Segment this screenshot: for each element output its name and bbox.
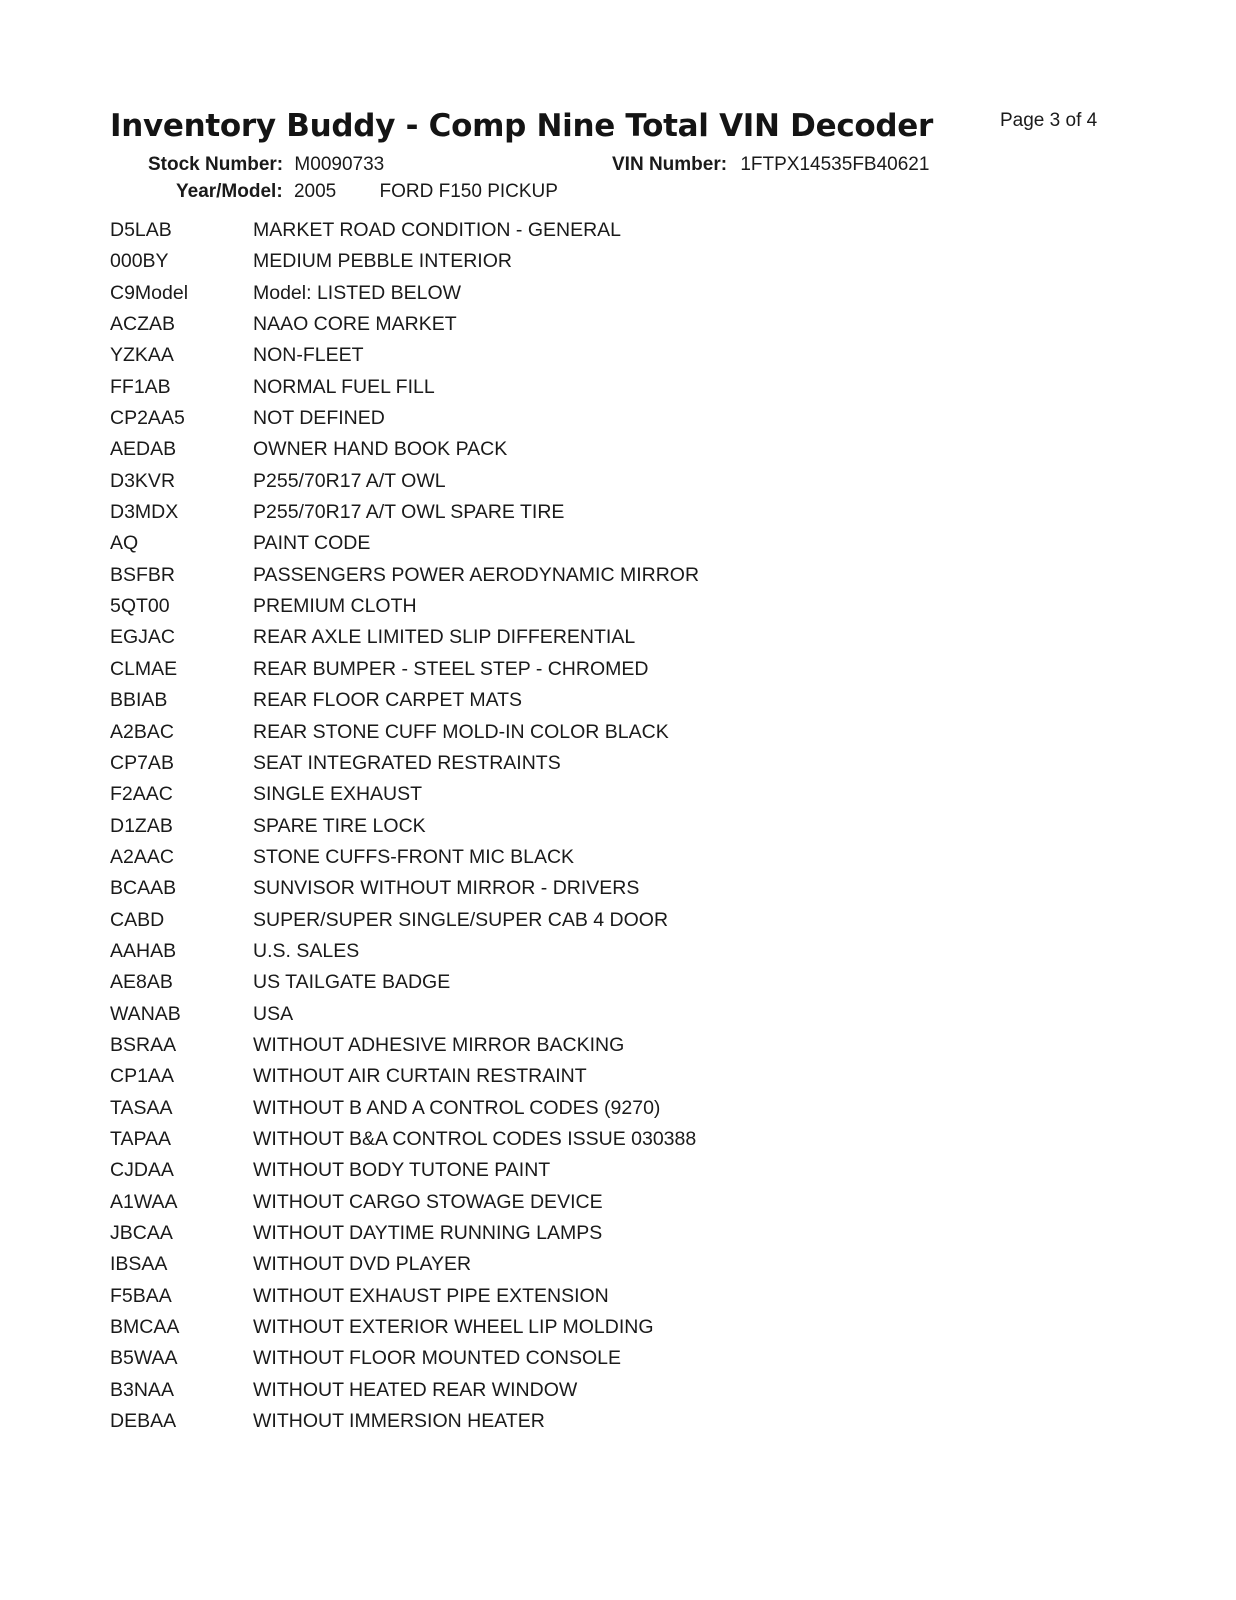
option-code: TAPAA: [110, 1127, 172, 1150]
option-code: D5LAB: [110, 219, 172, 241]
list-item: [110, 1124, 699, 1155]
option-code: WANAB: [110, 1002, 181, 1025]
list-item: [110, 967, 699, 998]
list-item: [110, 1030, 699, 1061]
option-code: ACZAB: [110, 313, 176, 336]
option-description: WITHOUT BODY TUTONE PAINT: [253, 1159, 551, 1182]
list-item: [110, 1281, 699, 1312]
vin-number-value: 1FTPX14535FB40621: [740, 154, 930, 175]
option-code: BCAAB: [110, 877, 177, 900]
option-code: FF1AB: [110, 375, 171, 398]
list-item: [110, 779, 699, 810]
list-item: [110, 246, 699, 277]
option-code: A2AAC: [110, 845, 174, 868]
list-item: [110, 873, 699, 904]
list-item: [110, 717, 699, 748]
list-item: [110, 811, 699, 842]
option-description: NOT DEFINED: [253, 407, 385, 430]
option-description: REAR FLOOR CARPET MATS: [253, 689, 523, 712]
option-description: WITHOUT B AND A CONTROL CODES (9270): [253, 1096, 661, 1119]
option-description: PREMIUM CLOTH: [253, 595, 417, 618]
option-description: PAINT CODE: [253, 532, 371, 555]
list-item: [110, 748, 699, 779]
option-description: WITHOUT AIR CURTAIN RESTRAINT: [253, 1065, 587, 1088]
year-value: 2005: [293, 181, 337, 202]
list-item: [110, 905, 699, 936]
option-code: C9Model: [110, 281, 189, 304]
option-code: AE8AB: [110, 971, 173, 994]
option-description: U.S. SALES: [253, 939, 360, 962]
vin-number-field: [612, 154, 929, 176]
list-item: [110, 528, 699, 559]
list-item: [110, 1343, 699, 1374]
option-code: CLMAE: [110, 657, 178, 680]
list-item: [110, 999, 699, 1030]
option-description: REAR AXLE LIMITED SLIP DIFFERENTIAL: [253, 626, 636, 649]
list-item: [110, 842, 699, 873]
option-code: B5WAA: [110, 1347, 178, 1370]
option-code: D3MDX: [110, 501, 179, 524]
option-code: TASAA: [110, 1096, 173, 1119]
model-value: FORD F150 PICKUP: [379, 181, 558, 202]
option-description: NORMAL FUEL FILL: [253, 375, 435, 398]
option-description: WITHOUT IMMERSION HEATER: [253, 1410, 545, 1433]
document-title: Inventory Buddy - Comp Nine Total VIN Decoder: [110, 108, 934, 144]
list-item: [110, 1155, 699, 1186]
option-code: BBIAB: [110, 689, 168, 712]
option-code: AAHAB: [110, 939, 177, 962]
option-description: USA: [253, 1002, 294, 1025]
option-description: SPARE TIRE LOCK: [253, 814, 426, 837]
option-description: P255/70R17 A/T OWL SPARE TIRE: [253, 501, 565, 524]
option-description: SUPER/SUPER SINGLE/SUPER CAB 4 DOOR: [253, 908, 669, 931]
option-description: MARKET ROAD CONDITION - GENERAL: [253, 219, 622, 241]
option-description: NON-FLEET: [253, 344, 364, 367]
option-description: PASSENGERS POWER AERODYNAMIC MIRROR: [253, 563, 700, 586]
stock-number-field: [148, 154, 384, 176]
option-description: WITHOUT ADHESIVE MIRROR BACKING: [253, 1033, 625, 1056]
option-code: D3KVR: [110, 469, 176, 492]
option-description: WITHOUT DVD PLAYER: [253, 1253, 472, 1276]
option-code: CP2AA5: [110, 407, 185, 430]
option-description: WITHOUT B&A CONTROL CODES ISSUE 030388: [253, 1127, 697, 1150]
option-code: CJDAA: [110, 1159, 174, 1182]
option-code-list: [110, 215, 699, 1437]
option-code: CABD: [110, 908, 165, 931]
list-item: [110, 622, 699, 653]
list-item: [110, 466, 699, 497]
option-description: NAAO CORE MARKET: [253, 313, 457, 336]
list-item: [110, 403, 699, 434]
page-number: Page 3 of 4: [1000, 110, 1098, 131]
option-code: F5BAA: [110, 1284, 172, 1307]
year-model-label: Year/Model:: [176, 181, 283, 202]
option-description: WITHOUT CARGO STOWAGE DEVICE: [253, 1190, 603, 1213]
option-code: CP7AB: [110, 751, 174, 774]
option-code: EGJAC: [110, 626, 176, 649]
option-code: AQ: [110, 532, 139, 555]
list-item: [110, 560, 699, 591]
stock-number-label: Stock Number:: [148, 154, 284, 175]
option-code: JBCAA: [110, 1222, 173, 1244]
option-code: BMCAA: [110, 1316, 180, 1339]
list-item: [110, 1312, 699, 1343]
list-item: [110, 936, 699, 967]
option-description: SINGLE EXHAUST: [253, 783, 423, 806]
list-item: [110, 1249, 699, 1280]
option-description: WITHOUT FLOOR MOUNTED CONSOLE: [253, 1347, 621, 1370]
list-item: [110, 340, 699, 371]
list-item: [110, 1187, 699, 1218]
option-code: A2BAC: [110, 720, 174, 743]
list-item: [110, 278, 699, 309]
list-item: [110, 497, 699, 528]
option-description: WITHOUT EXTERIOR WHEEL LIP MOLDING: [253, 1316, 654, 1339]
option-description: WITHOUT EXHAUST PIPE EXTENSION: [253, 1284, 609, 1307]
option-code: F2AAC: [110, 783, 173, 806]
option-description: SUNVISOR WITHOUT MIRROR - DRIVERS: [253, 877, 640, 900]
list-item: [110, 215, 699, 246]
option-description: Model: LISTED BELOW: [253, 281, 462, 304]
list-item: [110, 372, 699, 403]
list-item: [110, 1375, 699, 1406]
option-code: AEDAB: [110, 438, 177, 461]
year-model-field: [176, 181, 558, 203]
option-description: SEAT INTEGRATED RESTRAINTS: [253, 751, 561, 774]
option-code: 5QT00: [110, 595, 170, 618]
option-description: WITHOUT HEATED REAR WINDOW: [253, 1378, 578, 1401]
option-code: BSFBR: [110, 563, 176, 586]
list-item: [110, 1093, 699, 1124]
option-code: D1ZAB: [110, 814, 173, 837]
option-code: 000BY: [110, 250, 169, 273]
option-code: CP1AA: [110, 1065, 174, 1088]
option-description: MEDIUM PEBBLE INTERIOR: [253, 250, 512, 273]
list-item: [110, 1218, 699, 1249]
option-code: DEBAA: [110, 1410, 177, 1433]
option-description: P255/70R17 A/T OWL: [253, 469, 446, 492]
option-code: A1WAA: [110, 1190, 178, 1213]
option-description: OWNER HAND BOOK PACK: [253, 438, 508, 461]
list-item: [110, 685, 699, 716]
list-item: [110, 591, 699, 622]
option-description: REAR BUMPER - STEEL STEP - CHROMED: [253, 657, 649, 680]
option-code: YZKAA: [110, 344, 174, 367]
option-code: BSRAA: [110, 1033, 177, 1056]
list-item: [110, 434, 699, 465]
option-description: US TAILGATE BADGE: [253, 971, 451, 994]
option-description: WITHOUT DAYTIME RUNNING LAMPS: [253, 1222, 603, 1244]
option-description: REAR STONE CUFF MOLD-IN COLOR BLACK: [253, 720, 669, 743]
list-item: [110, 1406, 699, 1437]
option-description: STONE CUFFS-FRONT MIC BLACK: [253, 845, 575, 868]
vin-number-label: VIN Number:: [612, 154, 728, 175]
list-item: [110, 1061, 699, 1092]
option-code: B3NAA: [110, 1378, 174, 1401]
stock-number-value: M0090733: [294, 154, 385, 175]
list-item: [110, 654, 699, 685]
list-item: [110, 309, 699, 340]
option-code: IBSAA: [110, 1253, 168, 1276]
